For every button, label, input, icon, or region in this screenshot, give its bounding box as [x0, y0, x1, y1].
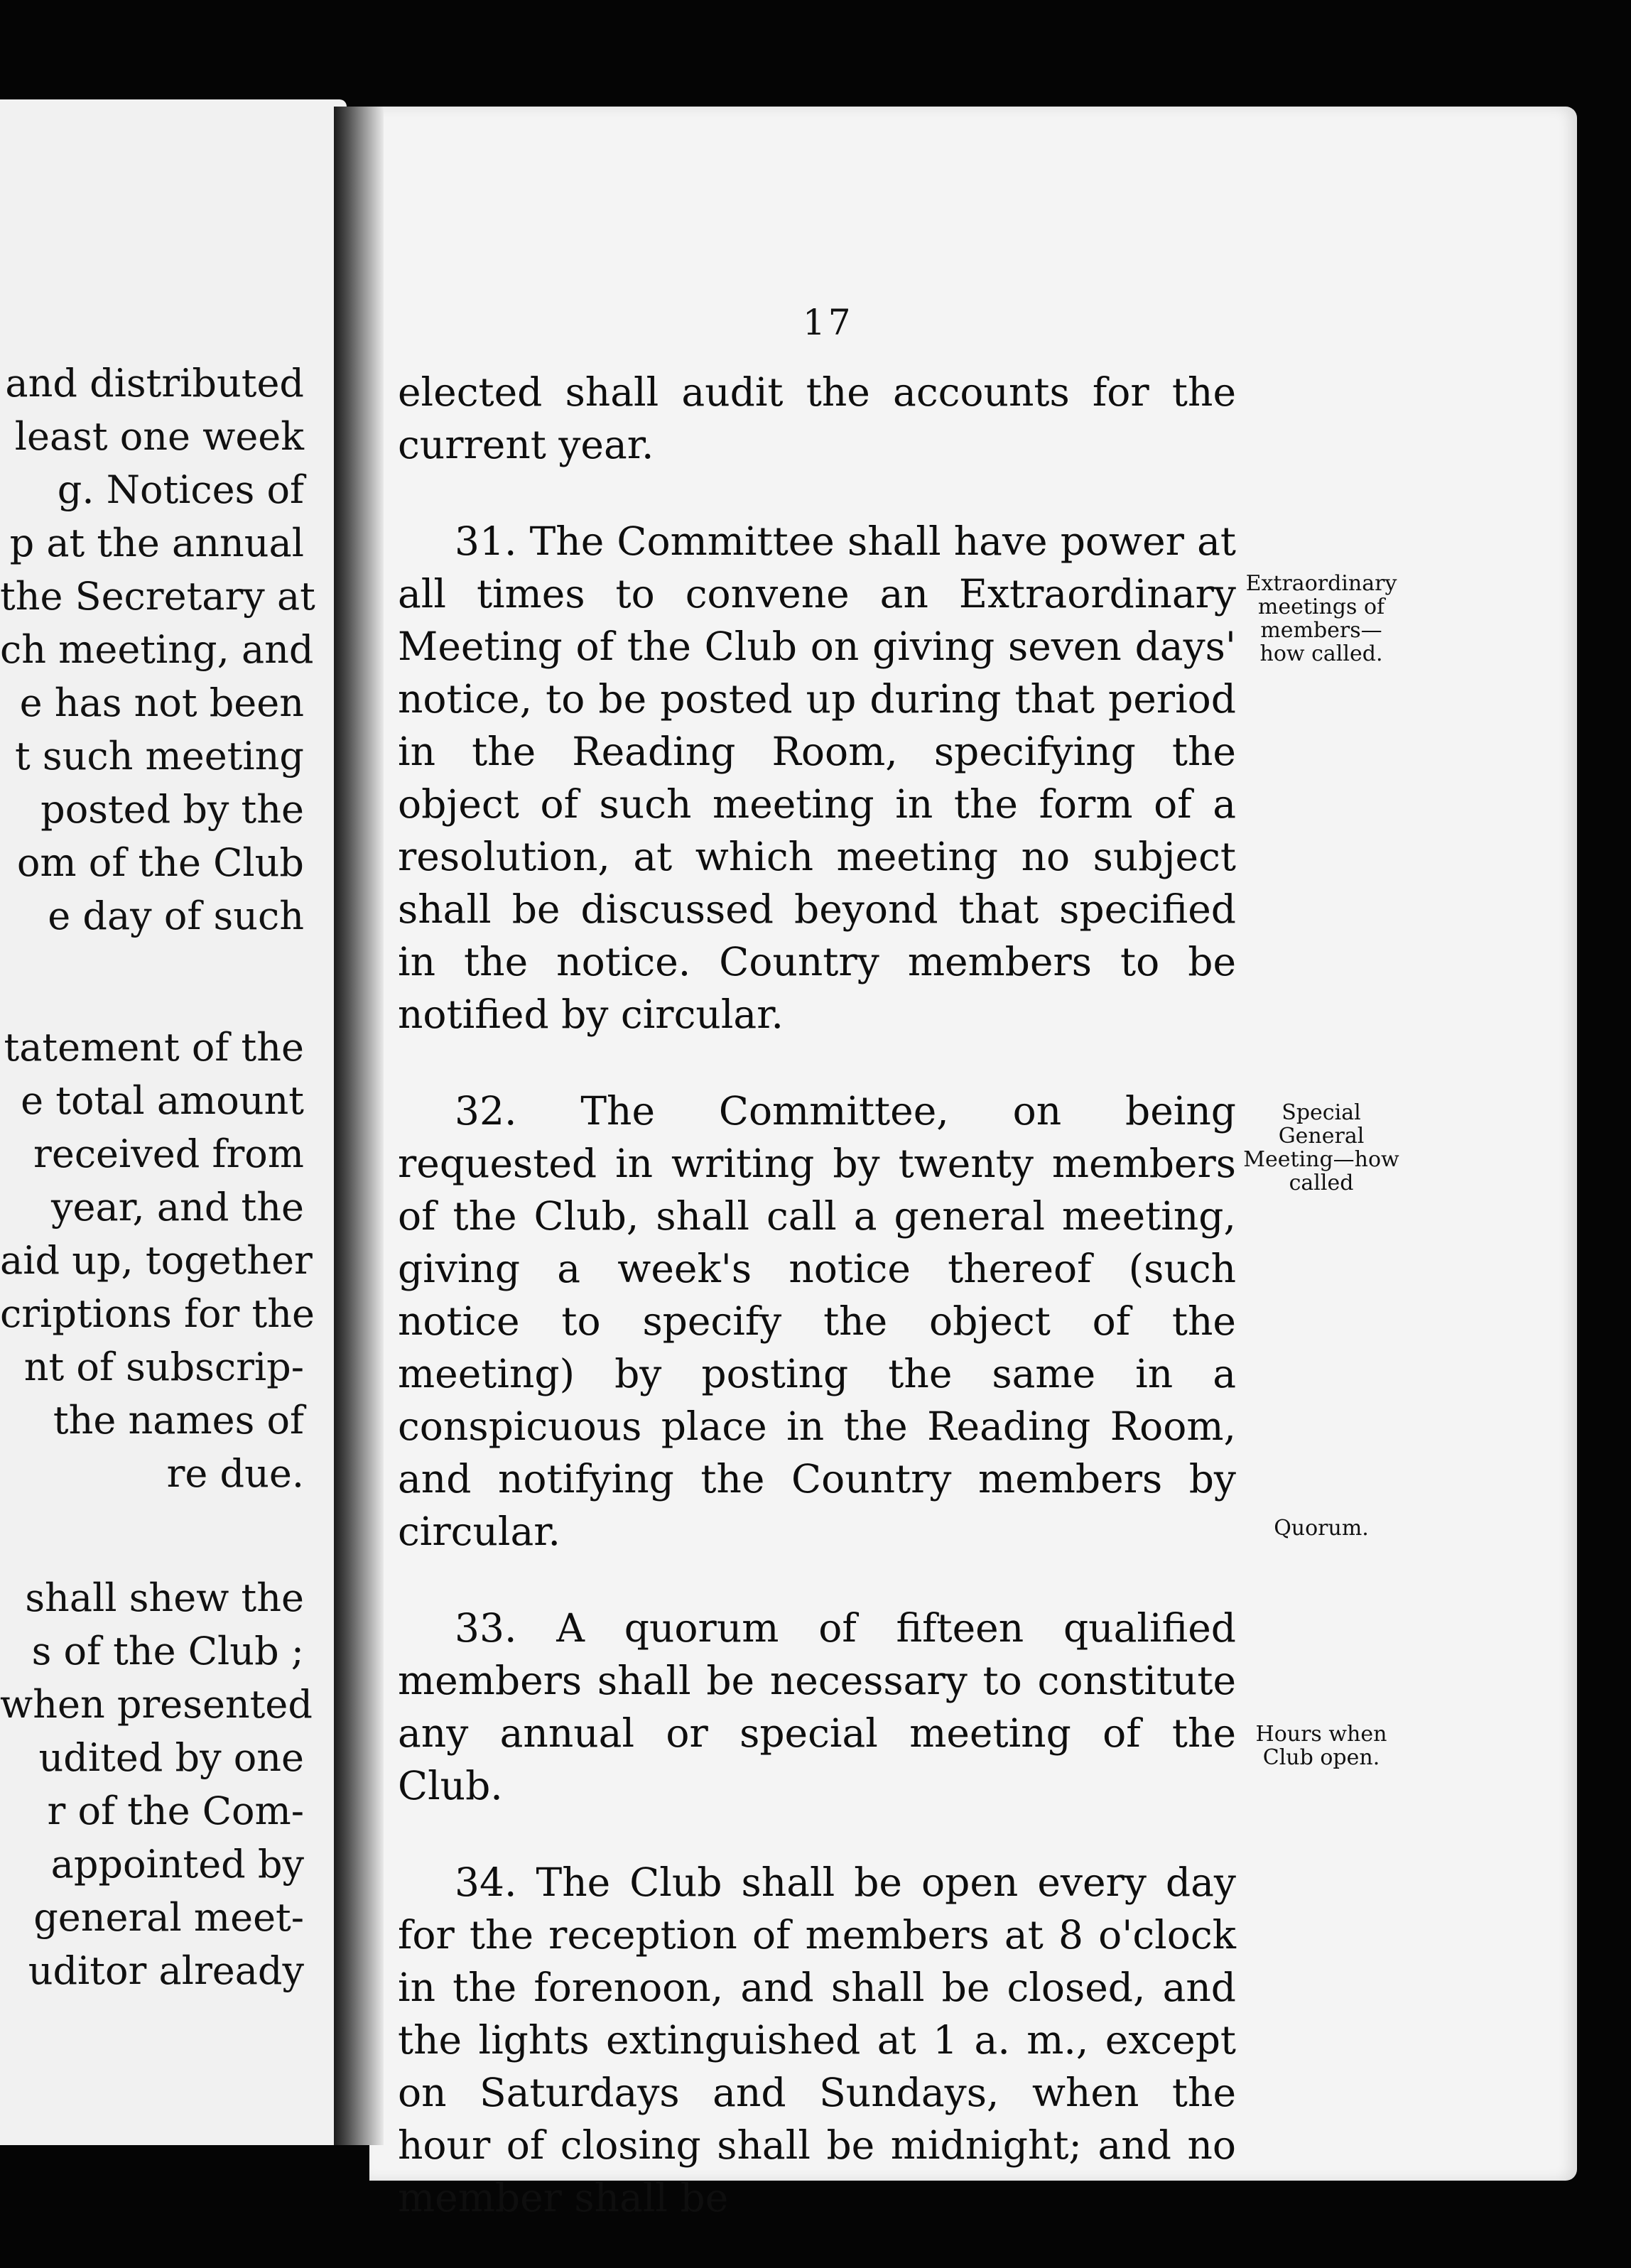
page-number: 17 — [803, 302, 854, 343]
left-page-line: e total amount — [21, 1078, 304, 1123]
left-page-line: t such meeting — [15, 734, 304, 778]
left-page-line: received from — [33, 1132, 304, 1176]
left-page-line: least one week — [14, 414, 304, 459]
left-page-line: re due. — [166, 1451, 304, 1496]
left-page-line: shall shew the — [25, 1575, 304, 1620]
left-page-line: the Secretary at — [0, 574, 315, 619]
continuation-paragraph: elected shall audit the accounts for the current year. — [398, 369, 1236, 467]
rule-33: 33. A quorum of fifteen qualified members shall be necessary to constitute any annual or special meeting of the Club. — [398, 1605, 1236, 1808]
left-page-line: appointed by — [50, 1842, 304, 1887]
rule-31: 31. The Committee shall have power at all times to convene an Extraordinary Meeting of the Club on giving seven days' notice, to be posted up during that period in the Reading Room, specifying the object of such meeting in the form of a resolution, at which meeting no subject shall be discussed beyond that specified in the notice. Country members to be notified by circular. — [398, 519, 1236, 1037]
left-page-line: and distributed — [5, 361, 304, 406]
left-page-line: uditor already — [28, 1948, 304, 1993]
left-page-line: ch meeting, and — [0, 627, 314, 672]
rule-34: 34. The Club shall be open every day for the reception of members at 8 o'clock in the forenoon, and shall be closed, and the lights extinguished at 1 a. m., except on Saturdays and Sundays, when the hour of closing shall be midnight; and no member shall be — [398, 1860, 1236, 2220]
left-page-line: nt of subscrip- — [23, 1345, 304, 1389]
left-page-line: g. Notices of — [57, 467, 304, 512]
left-page-line: the names of — [53, 1398, 304, 1443]
sidenote-extraordinary-meetings: Extraordinary meetings of members—how called. — [1245, 571, 1397, 666]
left-page-line: e has not been — [19, 680, 304, 725]
left-page-line: udited by one — [38, 1735, 304, 1780]
book-gutter — [334, 107, 384, 2145]
left-page-line: aid up, together — [0, 1238, 313, 1283]
rule-32: 32. The Committee, on being requested in writing by twenty members of the Club, shall call a general meeting, giving a week's notice thereof (such notice to specify the object of the meeting) by posting the same in a conspicuous place in the Reading Room, and notifying the Country members by circular. — [398, 1088, 1236, 1554]
left-page-line: general meet- — [33, 1895, 304, 1940]
left-page-line: e day of such — [48, 894, 304, 938]
left-page-line: criptions for the — [0, 1291, 315, 1336]
sidenote-hours: Hours when Club open. — [1255, 1722, 1387, 1770]
left-page — [0, 99, 347, 2145]
left-page-line: posted by the — [40, 787, 304, 832]
sidenote-special-general-meeting: Special General Meeting—how called — [1243, 1100, 1399, 1195]
left-page-line: when presented — [0, 1682, 313, 1727]
left-page-line: p at the annual — [9, 521, 304, 565]
left-page-line: om of the Club — [16, 840, 304, 885]
left-page-line: tatement of the — [4, 1025, 304, 1070]
left-page-line: s of the Club ; — [31, 1629, 304, 1673]
right-page-body — [398, 366, 1236, 2268]
left-page-line: r of the Com- — [47, 1789, 304, 1833]
left-page-line: year, and the — [50, 1185, 304, 1230]
sidenote-quorum: Quorum. — [1274, 1516, 1369, 1541]
